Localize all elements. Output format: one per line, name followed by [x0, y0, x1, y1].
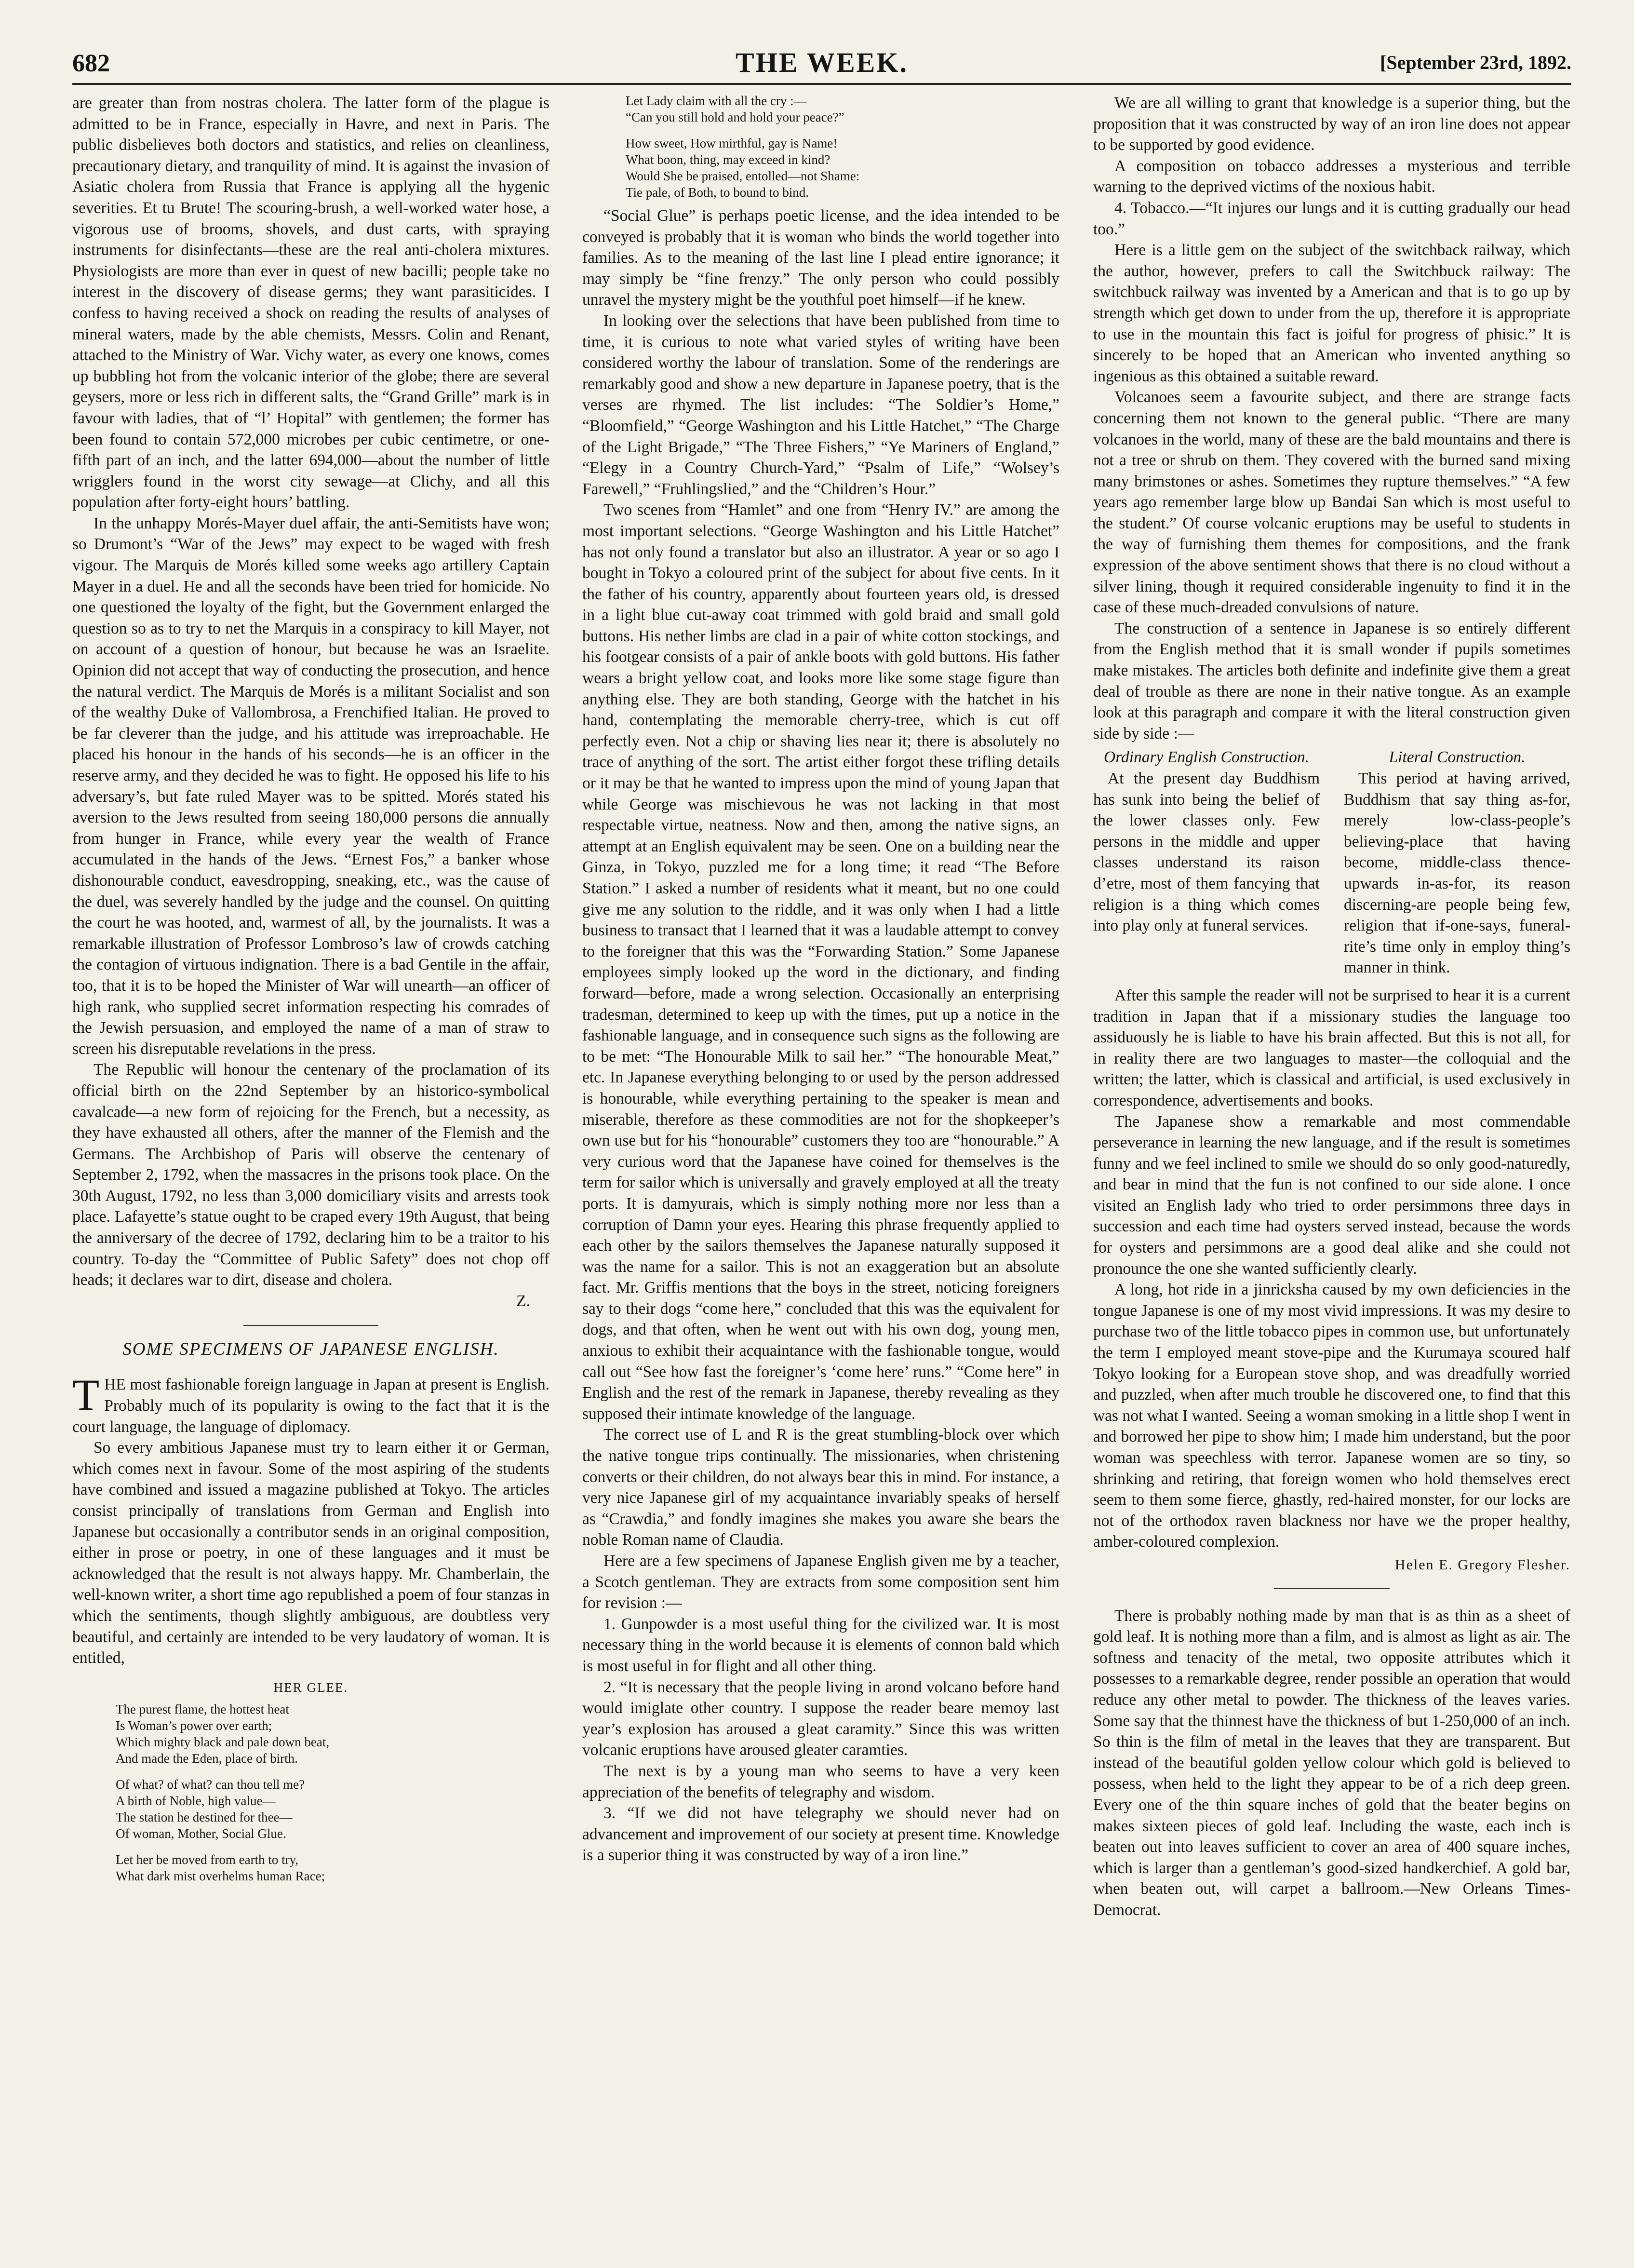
paragraph: are greater than from nostras cholera. The latter form of the plague is admitted to be in France, especially in Havre, and next in Paris. The public disbelieves both doctors and statistics, and relies on cleanliness, precautionary dietary, and tranquility of mind. It is against the invasion of Asiatic cholera from Russia that France is applying all the hygenic severities. Et tu Brute! The scouring-brush, a well-worked water hose, a vigorous use of brooms, shovels, and dust carts, with spraying instruments for disinfectants—these are the real anti-cholera mixtures. Physiologists are more than ever in quest of new bacilli; people take no interest in the discovery of disease germs; they want parasiticides. I confess to having received a shock on reading the results of analyses of mineral waters, made by the able chemists, Messrs. Colin and Renant, attached to the Ministry of War. Vichy water, as every one knows, comes up bubbling hot from the volcanic interior of the globe; there are several geysers, more or less rich in different salts, the “Grand Grille” mark is in favour with ladies, that of “l’ Hopital” with gentlemen; the former has been found to contain 572,000 microbes per cubic centimetre, or one-fifth part of an inch, and the latter 694,000—about the number of little wrigglers found in the worst city sewage—at Clichy, and all this population after forty-eight hours’ battling. — [72, 94, 549, 512]
paragraph: We are all willing to grant that knowledge is a superior thing, but the proposition that it was constructed by way of an iron line does not appear to be supported by good evidence. — [1093, 94, 1570, 154]
verse-line: Of what? of what? can thou tell me? — [116, 1777, 305, 1792]
page-number: 682 — [72, 50, 110, 77]
verse-line: Tie pale, of Both, to bound to bind. — [626, 185, 809, 200]
verse-line: How sweet, How mirthful, gay is Name! — [626, 136, 838, 150]
ordinary-construction — [1093, 747, 1320, 978]
signature: Z. — [516, 1292, 530, 1310]
comparison-text: At the present day Buddhism has sunk into being the belief of the lower classes only. Few persons in the middle and upper classes understand its raison d’etre, most of them fancying that religion is a thing which comes into play only at funeral services. — [1093, 770, 1320, 935]
paragraph: The next is by a young man who seems to have a very keen appreciation of the benefits of telegraphy and wisdom. — [582, 1762, 1059, 1801]
paragraph: A composition on tobacco addresses a mysterious and terrible warning to the deprived victims of the noxious habit. — [1093, 157, 1570, 196]
numbered-specimen: 1. Gunpowder is a most useful thing for the civilized war. It is most necessary thing in the world because it is elements of connon bald which is most useful in for flight and all other thing. — [582, 1615, 1059, 1675]
comparison-heading: Literal Construction. — [1389, 748, 1526, 767]
comparison-columns — [1093, 747, 1570, 978]
paragraph: A long, hot ride in a jinricksha caused by my own deficiencies in the tongue Japanese is one of my most vivid impressions. It was my desire to purchase two of the little tobacco pipes in common use, but unfortunately the term I employed meant stove-pipe and the Kurumaya scoured half Tokyo looking for a European stove shop, and was dreadfully worried and puzzled, when after much trouble he discovered one, to find that this was not what I wanted. Seeing a woman smoking in a little shop I went in and borrowed her pipe to show him; I made him understand, but the poor woman was speechless with terror. Japanese women are so tiny, so shrinking and retiring, that foreign women who hold themselves erect seem to them some fierce, ghastly, red-haired monster, for our locks are not of the orthodox raven blackness nor have we the proper healthy, amber-coloured complexion. — [1093, 1281, 1570, 1551]
column-1 — [72, 93, 549, 1889]
verse-line: What boon, thing, may exceed in kind? — [626, 152, 830, 167]
article-author: Helen E. Gregory Flesher. — [1394, 1556, 1570, 1573]
header-rule — [72, 83, 1571, 85]
paragraph — [72, 1370, 549, 1437]
paragraph: There is probably nothing made by man that is as thin as a sheet of gold leaf. It is nothing more than a film, and is almost as light as air. The softness and tenacity of the metal, two opposite attributes which it possesses to a remarkable degree, render possible an operation that would reduce any other metal to powder. The thickness of the leaves varies. Some say that the thinnest have the thickness of but 1-250,000 of an inch. So thin is the film of metal in the leaves that they are transparent. But instead of the beautiful golden yellow colour which gold is believed to possess, when held to the light they appear to be of a rich deep green. Every one of the thin square inches of gold that the beater begins on makes sixteen pieces of gold leaf. Including the waste, each inch is beaten out into leaves sufficient to cover an area of 400 square inches, which is larger than a gentleman’s good-sized handkerchief. A gold bar, when beaten out, will carpet a ballroom.—New Orleans Times-Democrat. — [1093, 1606, 1570, 1919]
verse-line: Let Lady claim with all the cry :— — [626, 94, 807, 108]
paragraph: The Republic will honour the centenary of the proclamation of its official birth on the 22nd September by an historico-symbolical cavalcade—a new form of rejoicing for the French, but a necessity, as they have exhausted all others, after the manner of the Flemish and the Germans. The Archbishop of Paris will observe the centenary of September 2, 1792, when the massacres in the prisons took place. On the 30th August, 1792, no less than 3,000 domiciliary visits and arrests took place. Lafayette’s statue ought to be craped every 19th August, that being the anniversary of the decree of 1792, declaring him to be a traitor to his country. To-day the “Committee of Public Safety” does not chop off heads; it declares war to dirt, disease and cholera. — [72, 1061, 549, 1289]
paragraph: The Japanese show a remarkable and most commendable perseverance in learning the new language, and if the result is sometimes funny and we feel inclined to smile we should do so only good-naturedly, and bear in mind that the fun is not confined to our side alone. I once visited an English lady who tried to order persimmons three days in succession and each time had oysters served instead, because the words for oysters and persimmons are a good deal alike and she could not pronounce the one she wanted sufficiently clearly. — [1093, 1112, 1570, 1278]
section-divider — [1274, 1588, 1390, 1589]
paragraph: After this sample the reader will not be surprised to hear it is a current tradition in Japan that if a missionary studies the language too assiduously he is liable to have his brain affected. But this is not all, for in reality there are two languages to master—the colloquial and the written; the latter, which is classical and artificial, is used exclusively in correspondence, advertisements and books. — [1093, 986, 1570, 1109]
verse-line: What dark mist overhelms human Race; — [116, 1869, 325, 1884]
drop-cap: T — [72, 1370, 100, 1420]
publication-title: THE WEEK. — [736, 47, 908, 78]
column-2 — [582, 93, 1059, 1866]
paragraph-text: HE most fashionable foreign language in Japan at present is English. Probably much of its popularity is owing to the fact that it is the court language, the language of diplomacy. — [72, 1376, 549, 1436]
paragraph: So every ambitious Japanese must try to learn either it or German, which comes next in favour. Some of the most aspiring of the students have combined and issued a magazine published at Tokyo. The articles consist principally of translations from German and English into Japanese but occasionally a contributor sends in an original composition, either in prose or poetry, in one of these languages and it must be acknowledged that the result is not always happy. Mr. Chamberlain, the well-known writer, a short time ago republished a poem of four stanzas in which the sentiments, though slightly ambiguous, are doubtless very beautiful, and certainly are intended to be very laudatory of woman. It is entitled, — [72, 1439, 549, 1667]
poem-stanza — [116, 1701, 549, 1884]
poem-title: HER GLEE. — [273, 1680, 348, 1695]
literal-construction — [1344, 747, 1570, 978]
numbered-specimen: 4. Tobacco.—“It injures our lungs and it is cutting gradually our head too.” — [1093, 199, 1570, 238]
verse-line: Which mighty black and pale down beat, — [116, 1735, 330, 1750]
article-title: SOME SPECIMENS OF JAPANESE ENGLISH. — [122, 1339, 499, 1360]
verse-line: The station he destined for thee— — [116, 1810, 293, 1825]
paragraph: In the unhappy Morés-Mayer duel affair, the anti-Semitists have won; so Drumont’s “War of the Jews” may expect to be waged with fresh vigour. The Marquis de Morés killed some weeks ago artillery Captain Mayer in a duel. He and all the seconds have been tried for homicide. No one questioned the loyalty of the fight, but the Government enlarged the question so as to try to net the Marquis in a conspiracy to kill Mayer, not on account of a question of honour, but because he was an Israelite. Opinion did not accept that way of conducting the prosecution, and hence the natural verdict. The Marquis de Morés is a militant Socialist and son of the wealthy Duke of Vallombrosa, a Frenchified Italian. He proved to be far cleverer than the judge, and his attitude was irreproachable. He placed his honour in the hands of his seconds—he is an officer in the reserve army, and they decided he was to fight. He opposed his life to his adversary’s, but fate ruled Mayer was to be spitted. Morés stated his aversion to the Jews resulted from seeing 180,000 persons die annually from hunger in France, while every year the wealth of France accumulated in the hands of the Jews. “Ernest Fos,” a banker whose dishonourable conduct, eavesdropping, sneaking, etc., was the cause of the duel, was severely handled by the judge and the counsel. On quitting the court he was hooted, and, warmest of all, by the journalists. It was a remarkable illustration of Professor Lombroso’s law of crowds catching the contagion of virtuous indignation. There is a bad Gentile in the affair, too, that it is to be hoped the Minister of War will unearth—an officer of high rank, who supplied secret information respecting his comrades of the Jewish persuasion, and employed the name of a man of straw to screen his disreputable revelations in the press. — [72, 514, 549, 1058]
paragraph: Here is a little gem on the subject of the switchback railway, which the author, however, prefers to call the Switchbuck railway: The switchbuck railway was invented by a American and that is to go up by strength which get down to under from the up, therefore it is appropriate to use in the mountain this fact is joiful for progress of phisic.” It is sincerely to be hoped that an American who invented anything so ingenious as this obtained a suitable reward. — [1093, 241, 1570, 385]
numbered-specimen: 2. “It is necessary that the people living in arond volcano before hand would imiglate other country. I suppose the reader beare memoy last year’s explosion has aroused a gleat caramity.” Since this was written volcanic eruptions have aroused gleater caramties. — [582, 1678, 1059, 1759]
paragraph: The construction of a sentence in Japanese is so entirely different from the English method that it is small wonder if pupils sometimes make mistakes. The articles both definite and indefinite give them a great deal of trouble as there are none in their native tongue. As an example look at this paragraph and compare it with the literal construction given side by side :— — [1093, 619, 1570, 742]
comparison-heading: Ordinary English Construction. — [1104, 748, 1309, 767]
verse-line: And made the Eden, place of birth. — [116, 1751, 298, 1766]
page-header — [72, 46, 1571, 82]
verse-line: “Can you still hold and hold your peace?” — [626, 110, 844, 124]
section-divider — [243, 1325, 378, 1326]
verse-line: Would She be praised, entolled—not Shame: — [626, 169, 860, 183]
paragraph: Two scenes from “Hamlet” and one from “Henry IV.” are among the most important selections. “George Washington and his Little Hatchet” has not only found a translator but also an illustrator. A year or so ago I bought in Tokyo a coloured print of the subject for about five cents. In it the father of his country, apparently about fourteen years old, is dressed in a light blue cut-away coat trimmed with gold braid and small gold buttons. His nether limbs are clad in a pair of white cotton stockings, and his footgear consists of a pair of ankle boots with gold buttons. His father wears a bright yellow coat, and looks more like some stage figure than anything else. They are both standing, George with the hatchet in his hand, contemplating the memorable cherry-tree, which is cut off perfectly even. Not a chip or shaving lies near it; there is absolutely no trace of anything of the sort. The artist either forgot these trifling details or it may be that he wanted to impress upon the mind of young Japan that while George was mischievous he was not lacking in that most respectable virtue, neatness. Now and then, among the native signs, an attempt at an English equivalent may be seen. One on a building near the Ginza, in Tokyo, puzzled me for a long time; it read “The Before Station.” I asked a number of residents what it meant, but no one could give me any solution to the riddle, and it was only when I had a little business to transact that I learned that it was a laudable attempt to convey to the foreigner that this was the “Forwarding Station.” Some Japanese employees simply looked up the word in the dictionary, and finding forward—before, made a wrong selection. Occasionally an enterprising tradesman, determined to keep up with the times, put up a notice in the fashionable language, and in consequence such signs as the following are to be met: “The Honourable Milk to sail her.” “The honourable Meat,” etc. In Japanese everything belonging to or used by the person addressed is honourable, while everything pertaining to the speaker is mean and miserable, therefore as these commodities are not for the shopkeeper’s own use but for his “honourable” customers they too are “honourable.” A very curious word that the Japanese have coined for themselves is the term for sailor which is universally and gravely employed at all the treaty ports. It is damyurais, which is simply nothing more nor less than a corruption of Damn your eyes. Hearing this phrase frequently applied to each other by the sailors themselves the Japanese naturally supposed it was the name for a sailor. This is not an exaggeration but an absolute fact. Mr. Griffis mentions that the boys in the street, noticing foreigners say to their dogs “come here,” concluded that this was the equivalent for dogs, and that often, when he went out with his own dog, young men, anxious to exhibit their acquaintance with the fashionable tongue, would call out “See how fast the foreigner’s ‘come here’ runs.” “Come here” in English and the rest of the remark in Japanese, thereby revealing as they supposed their intimate knowledge of the language. — [582, 501, 1059, 1423]
verse-line: Is Woman’s power over earth; — [116, 1718, 272, 1733]
paragraph: In looking over the selections that have been published from time to time, it is curious to note what varied styles of writing have been considered worthy the labour of translation. Some of the renderings are remarkably good and show a new departure in Japanese poetry, that is the verses are rhymed. The list includes: “The Soldier’s Home,” “Bloomfield,” “George Washington and his Little Hatchet,” “The Charge of the Light Brigade,” “The Three Fishers,” “Ye Mariners of England,” “Elegy in a Country Church-Yard,” “Psalm of Life,” “Wolsey’s Farewell,” “Fruhlingslied,” and the “Children’s Hour.” — [582, 311, 1059, 498]
verse-line: Of woman, Mother, Social Glue. — [116, 1826, 286, 1841]
paragraph: Here are a few specimens of Japanese English given me by a teacher, a Scotch gentleman. They are extracts from some composition sent him for revision :— — [582, 1552, 1059, 1612]
issue-date: [September 23rd, 1892. — [1380, 52, 1571, 73]
paragraph: Volcanoes seem a favourite subject, and there are strange facts concerning them not known to the general public. “There are many volcanoes in the world, many of these are the bald mountains and there is not a tree or shrub on them. They covered with the burned sand mixing many brimstones or ashes. Sometimes they rupture themselves.” “A few years ago remember large blow up Bandai San which is most useful to the student.” Of course volcanic eruptions may be useful to students in the way of furnishing them themes for compositions, and the frank expression of the above sentiment shows that there is no cloud without a silver lining, though it required considerable ingenuity to find it in the case of these much-dreaded convulsions of nature. — [1093, 388, 1570, 617]
comparison-text: This period at having arrived, Buddhism that say thing as-for, merely low-class-people’s believing-place that having become, middle-class thence-upwards in-as-for, its reason discerning-are people being few, religion that if-one-says, funeral-rite’s time only in employ thing’s manner in think. — [1344, 770, 1570, 977]
paragraph: “Social Glue” is perhaps poetic license, and the idea intended to be conveyed is probably that it is woman who binds the world together into families. As to the meaning of the last line I plead entire ignorance; it may simply be “fine frenzy.” The only person who could possibly unravel the mystery might be the youthful poet himself—if he knew. — [582, 207, 1059, 309]
verse-line: A birth of Noble, high value— — [116, 1794, 276, 1809]
verse-line: Let her be moved from earth to try, — [116, 1852, 299, 1867]
verse-line: The purest flame, the hottest heat — [116, 1702, 289, 1717]
paragraph: The correct use of L and R is the great stumbling-block over which the native tongue trips continually. The missionaries, when christening converts or their children, do not always bear this in mind. For instance, a very nice Japanese girl of my acquaintance invariably speaks of herself as “Crawdia,” and fondly imagines she makes you aware she bears the noble Roman name of Claudia. — [582, 1426, 1059, 1549]
numbered-specimen: 3. “If we did not have telegraphy we should never had on advancement and improvement of our society at present time. Knowledge is a superior thing it was constructed by way of a iron line.” — [582, 1804, 1059, 1864]
column-3 — [1093, 93, 1570, 1920]
poem-stanza — [626, 93, 1059, 201]
